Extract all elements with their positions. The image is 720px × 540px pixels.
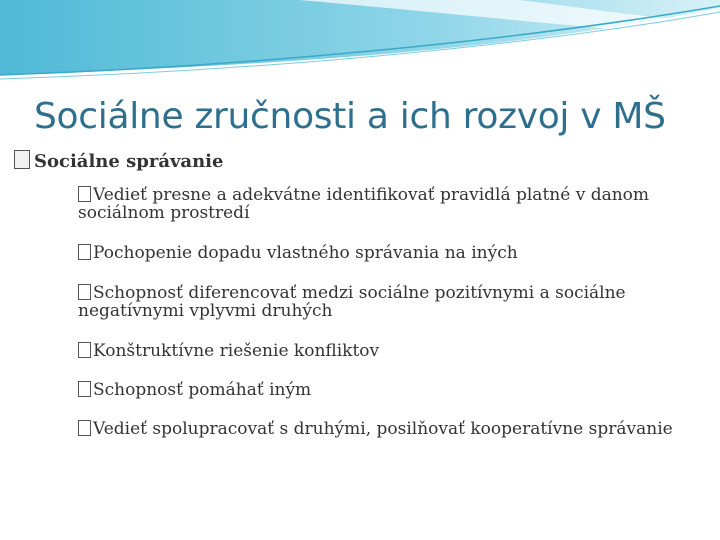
list-item-label: Vedieť spolupracovať s druhými, posilňovať kooperatívne správanie — [93, 419, 673, 439]
list-item — [78, 186, 698, 222]
list-item — [78, 381, 698, 399]
list-item — [78, 244, 698, 262]
bullet-box-icon — [78, 342, 91, 358]
bullet-box-icon — [78, 420, 91, 436]
list-item-label: Vedieť presne a adekvátne identifikovať pravidlá platné v danom sociálnom prostredí — [78, 185, 650, 223]
bullet-box-icon — [78, 244, 91, 260]
list-item-label: Konštruktívne riešenie konfliktov — [93, 341, 380, 361]
list-item-label: Schopnosť diferencovať medzi sociálne pozitívnymi a sociálne negatívnymi vplyvmi druhých — [78, 283, 626, 321]
bullet-box-icon — [78, 381, 91, 397]
section-heading-label: Sociálne správanie — [34, 151, 224, 172]
list-item — [78, 420, 698, 438]
slide-title: Sociálne zručnosti a ich rozvoj v MŠ — [34, 96, 666, 137]
header-wave-decoration — [0, 0, 720, 85]
list-item — [78, 284, 698, 320]
section-heading — [14, 150, 223, 172]
bullet-box-icon — [14, 150, 30, 169]
bullet-box-icon — [78, 186, 91, 202]
list-item-label: Schopnosť pomáhať iným — [93, 380, 312, 400]
list-item — [78, 342, 698, 360]
bullet-box-icon — [78, 284, 91, 300]
list-item-label: Pochopenie dopadu vlastného správania na iných — [93, 243, 518, 263]
